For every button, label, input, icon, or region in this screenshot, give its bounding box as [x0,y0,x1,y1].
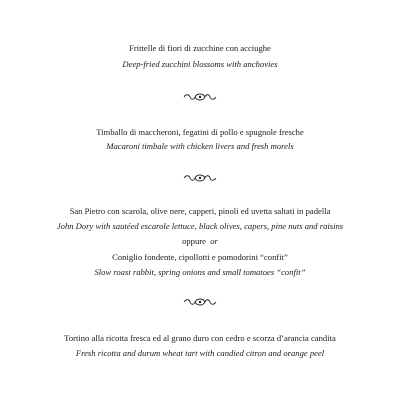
course-3-or-line [0,236,400,247]
course-1-english: Deep-fried zucchini blossoms with anchovies [122,59,278,69]
course-4-english: Fresh ricotta and durum wheat tart with candied citron and orange peel [75,348,325,358]
course-3-english: John Dory with sautéed escarole lettuce, black olives, capers, pine nuts and raisins [56,221,344,231]
flourish-divider-icon [182,174,218,182]
flourish-divider-icon [182,93,218,101]
course-3-alt-english: Slow roast rabbit, spring onions and small tomatoes “confit” [94,267,306,277]
course-3-italian: San Pietro con scarola, olive nere, capperi, pinoli ed uvetta saltati in padella [69,206,331,216]
course-3-alt-italian: Coniglio fondente, cipollotti e pomodorini “confit” [112,252,288,262]
course-1-italian: Frittelle di fiori di zucchine con acciughe [129,43,271,53]
or-english: or [210,236,218,246]
or-italian: oppure [182,236,206,246]
course-2-english: Macaroni timbale with chicken livers and fresh morels [106,141,294,151]
flourish-divider-icon [182,298,218,306]
course-2-italian: Timballo di maccheroni, fegatini di pollo e spugnole fresche [96,127,304,137]
course-4-italian: Tortino alla ricotta fresca ed al grano duro con cedro e scorza d’arancia candita [64,333,336,343]
